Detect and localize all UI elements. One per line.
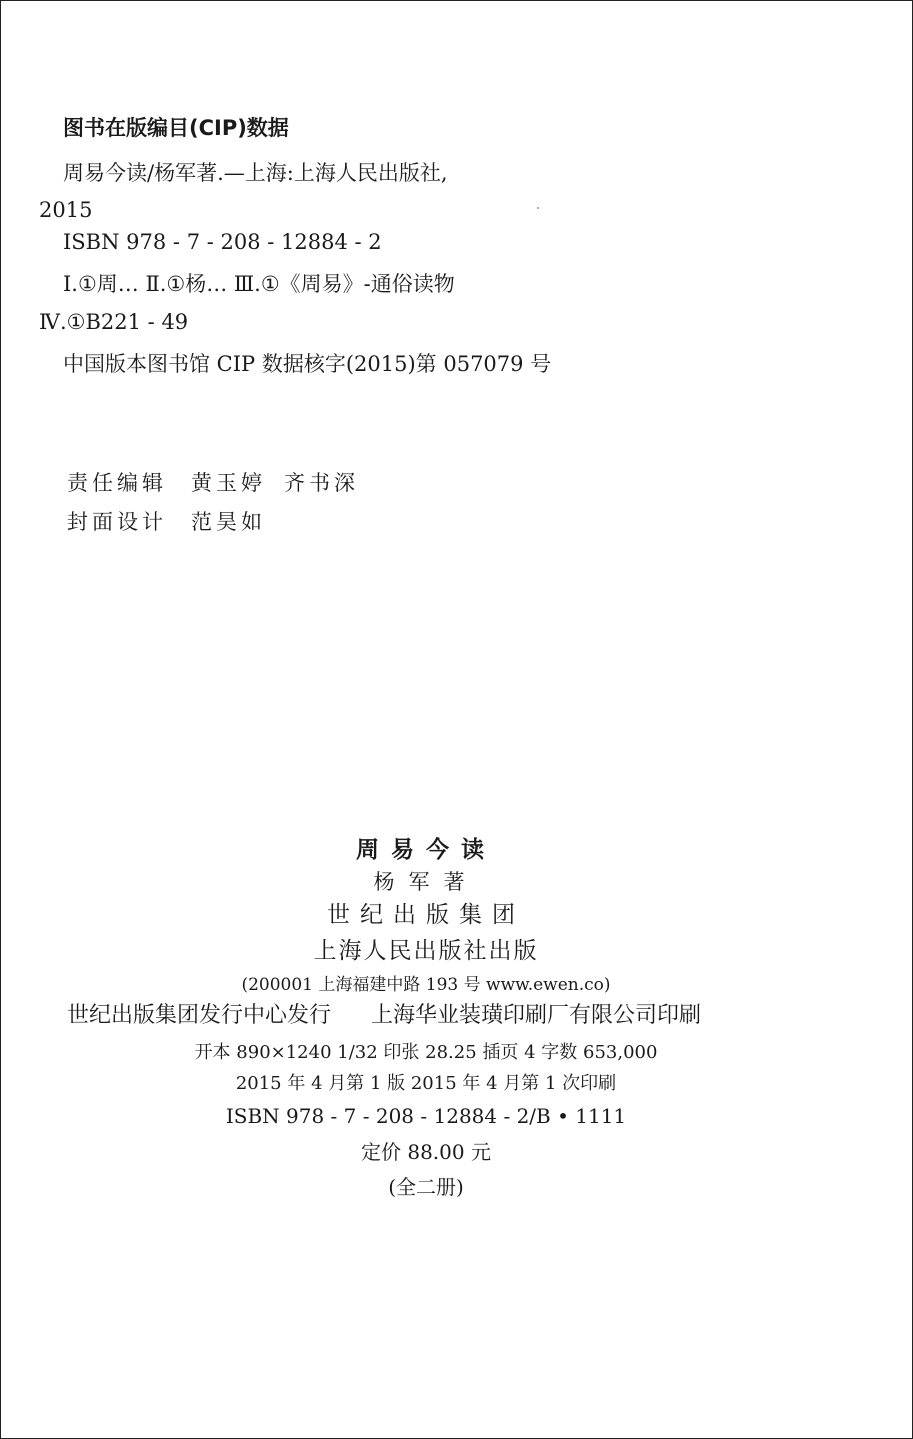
scan-speck [537,207,539,209]
edition-info: 2015 年 4 月第 1 版 2015 年 4 月第 1 次印刷 [235,1073,617,1094]
publisher-line: 上海人民出版社出版 [313,938,539,964]
cip-line-title-publisher: 周易今读/杨军著.—上海:上海人民出版社, [63,161,448,185]
book-title: 周易今读 [356,837,496,863]
price: 定价 88.00 元 [361,1140,491,1164]
editor-name-2: 齐书深 [284,471,359,495]
cip-heading: 图书在版编目(CIP)数据 [63,116,289,140]
cover-design-credit [67,512,266,533]
volume-count: (全二册) [388,1175,464,1199]
cip-line-record-number: 中国版本图书馆 CIP 数据核字(2015)第 057079 号 [63,352,552,376]
cip-line-subjects: Ⅰ.①周… Ⅱ.①杨… Ⅲ.①《周易》-通俗读物 [63,272,455,296]
publishing-group: 世纪出版集团 [327,902,525,928]
cip-line-classification: Ⅳ.①B221 - 49 [39,310,189,334]
cip-line-isbn: ISBN 978 - 7 - 208 - 12884 - 2 [63,230,382,254]
book-author: 杨军著 [373,870,479,894]
colophon-isbn: ISBN 978 - 7 - 208 - 12884 - 2/B • 1111 [225,1104,627,1128]
editor-credit [67,473,359,494]
publisher-address: (200001 上海福建中路 193 号 www.ewen.co) [241,975,611,995]
editor-label: 责任编辑 [67,471,167,495]
distribution-printer-line [67,1005,701,1027]
cip-line-year: 2015 [39,198,93,222]
printer: 上海华业装璜印刷厂有限公司印刷 [371,1003,702,1028]
cover-design-label: 封面设计 [67,510,167,534]
cover-designer-name: 范昊如 [191,510,266,534]
format-specs: 开本 890×1240 1/32 印张 28.25 插页 4 字数 653,000 [194,1042,658,1063]
distributor: 世纪出版集团发行中心发行 [67,1003,332,1028]
editor-name: 黄玉婷 [191,471,266,495]
